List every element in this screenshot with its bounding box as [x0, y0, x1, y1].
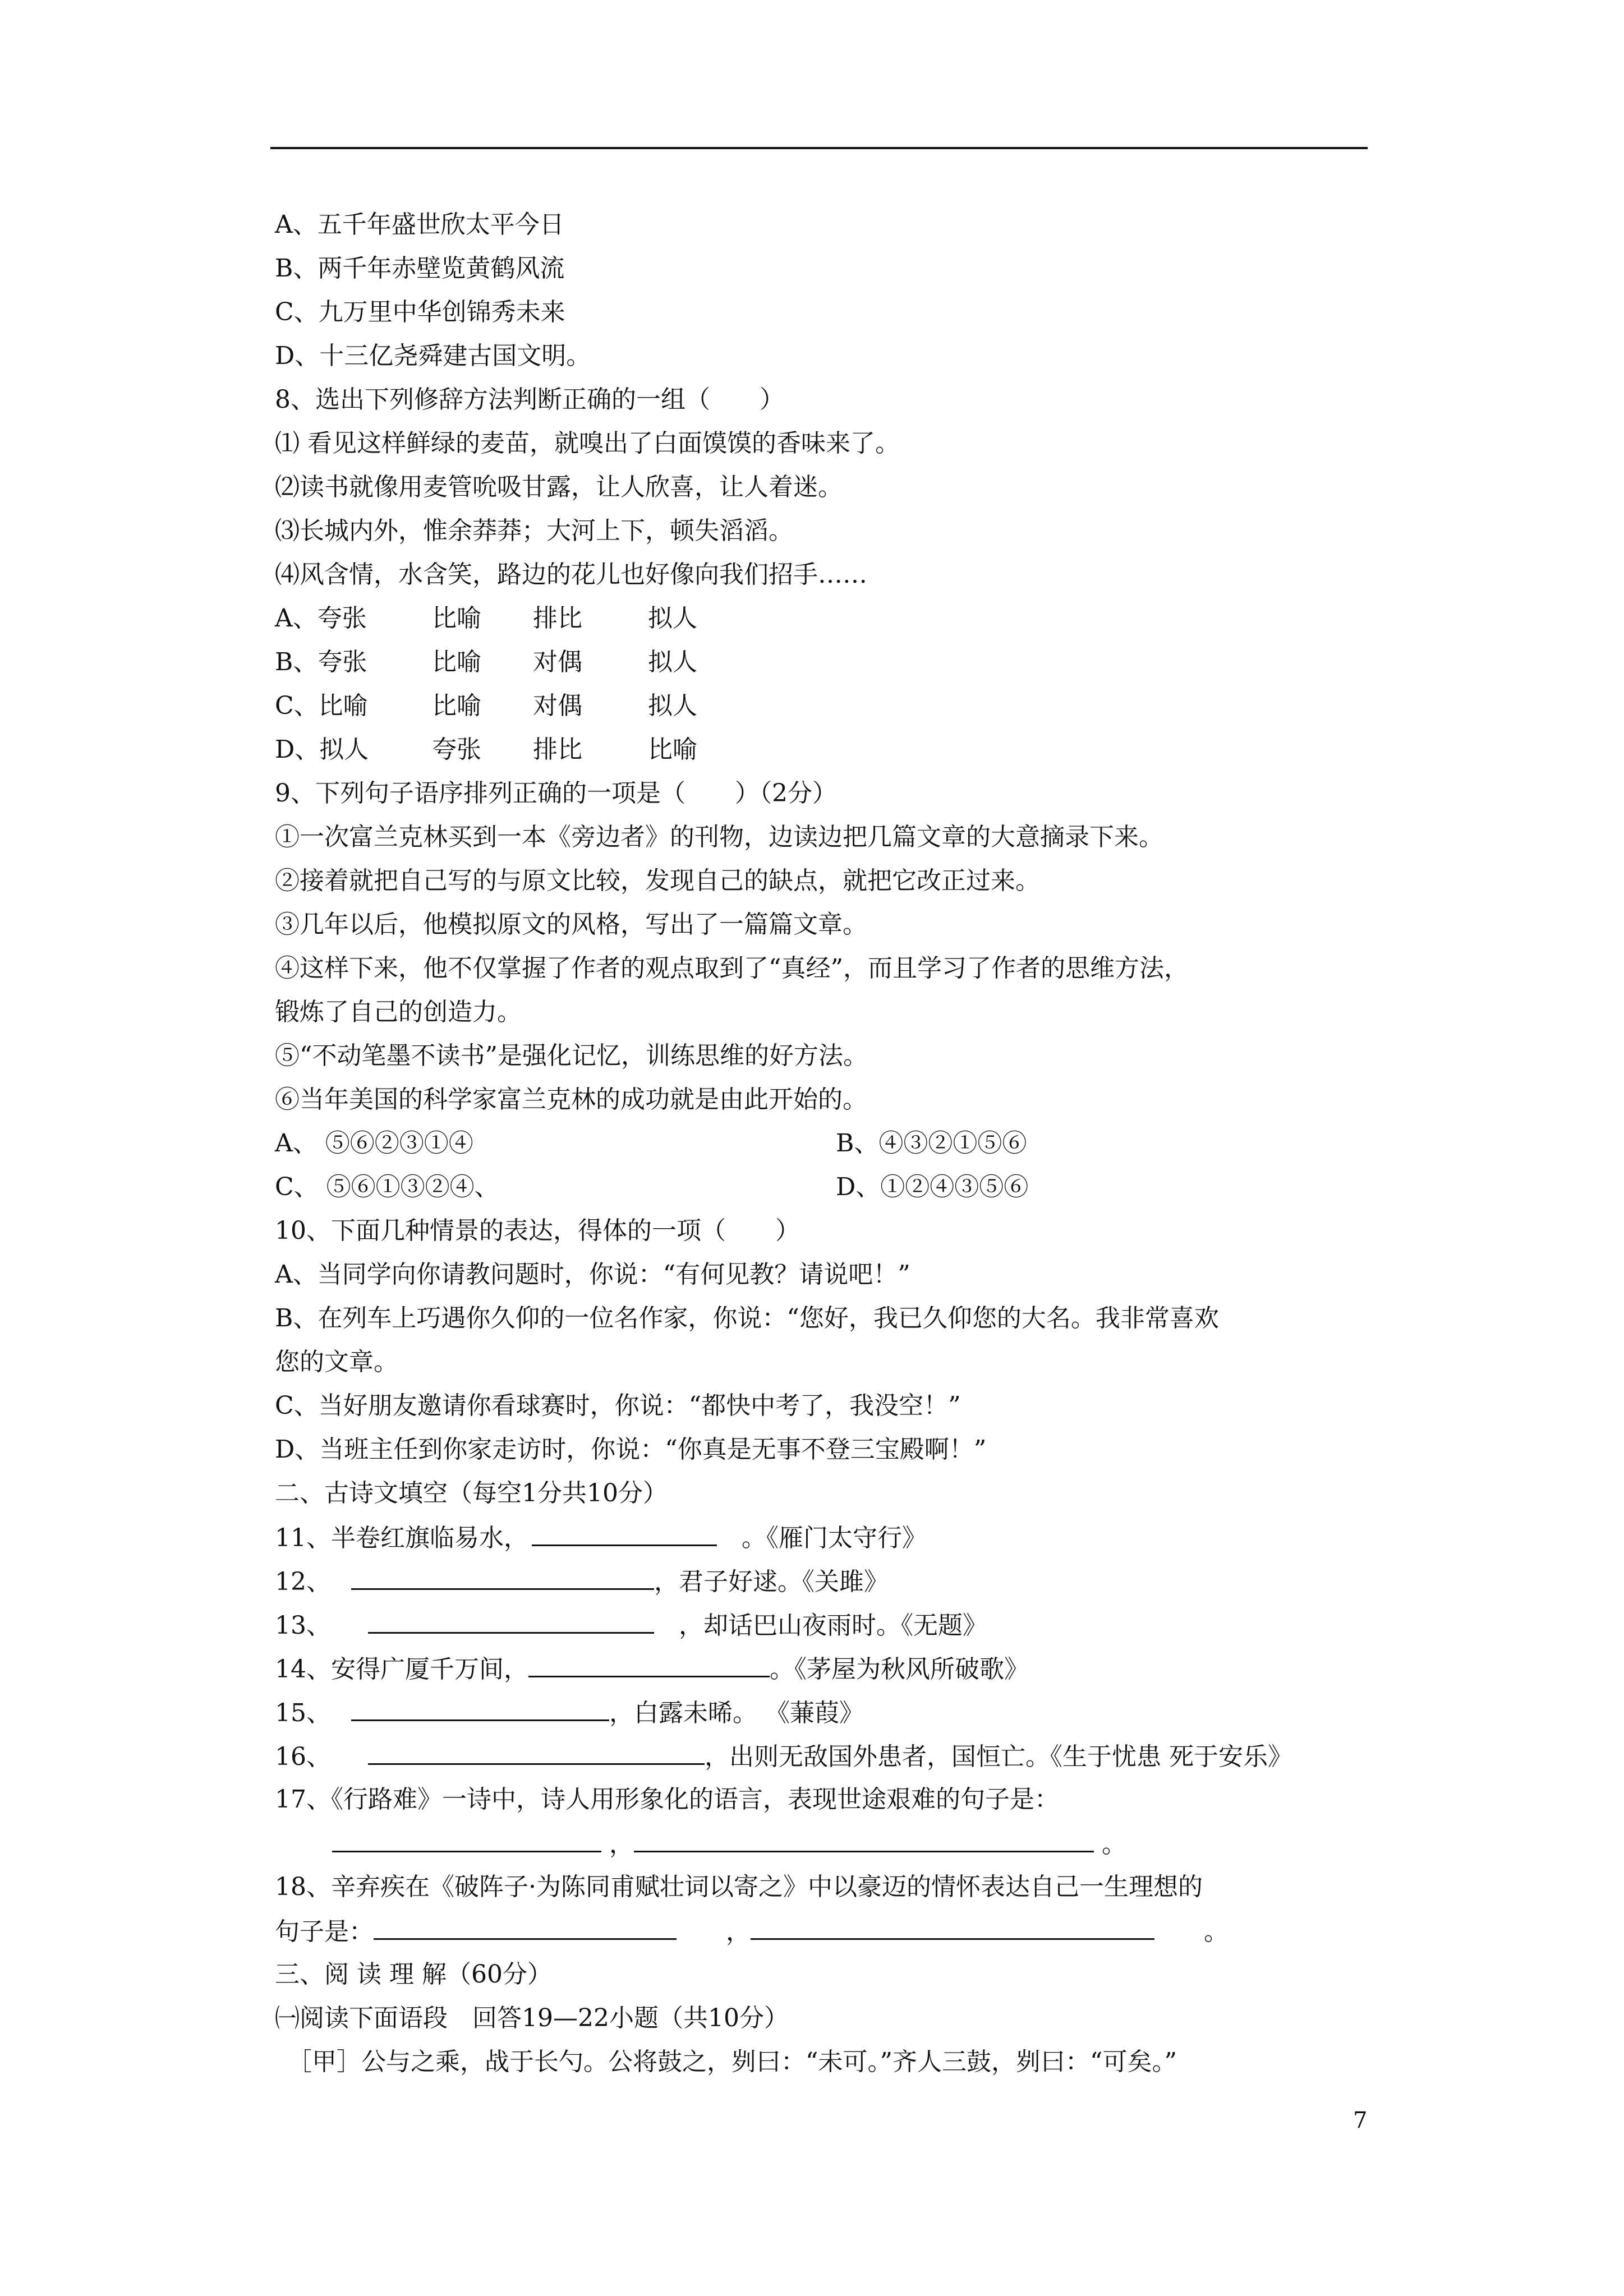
q12-text: ，君子好逑。《关雎》	[654, 1567, 889, 1596]
option-cell: C、比喻	[275, 691, 368, 720]
option-cell: 拟人	[648, 604, 697, 633]
question-8-stem: 8、选出下列修辞方法判断正确的一组（ ）	[275, 385, 784, 414]
question-14	[275, 1647, 1374, 1690]
q11-source: 。《雁门太守行》	[742, 1524, 927, 1552]
answer-blank[interactable]	[532, 1515, 717, 1546]
page-content	[275, 203, 1374, 2084]
q18-comma: ，	[726, 1917, 751, 1946]
question-item: B、在列车上巧遇你久仰的一位名作家，你说：“您好，我已久仰您的大名。我非常喜欢	[275, 1304, 1219, 1333]
q16-number: 16、	[275, 1742, 319, 1771]
q9-option-row	[275, 1165, 1374, 1209]
q13-number: 13、	[275, 1611, 319, 1640]
question-item: C、当好朋友邀请你看球赛时，你说：“都快中考了，我没空！”	[275, 1391, 961, 1420]
question-15	[275, 1690, 1374, 1734]
q14-text: 14、安得广厦千万间，	[275, 1655, 528, 1684]
section-3-title: 三、阅 读 理 解（60分）	[275, 1960, 552, 1989]
question-item: ⑤“不动笔墨不读书”是强化记忆，训练思维的好方法。	[275, 1041, 868, 1070]
q15-number: 15、	[275, 1699, 319, 1727]
reading-passage: ［甲］公与之乘，战于长勺。公将鼓之，刿曰：“未可。”齐人三鼓，刿曰：“可矣。”	[275, 2048, 1177, 2076]
question-11	[275, 1515, 1374, 1559]
option-cell: 对偶	[533, 691, 582, 720]
option-cell: 夸张	[432, 735, 481, 764]
q11-text: 11、半卷红旗临易水，	[275, 1524, 528, 1552]
answer-blank[interactable]	[751, 1909, 1154, 1940]
question-item: ⑶长城内外，惟余莽莽；大河上下，顿失滔滔。	[275, 517, 793, 545]
question-17-answer	[275, 1822, 1374, 1865]
question-item: ③几年以后，他模拟原文的风格，写出了一篇篇文章。	[275, 910, 867, 939]
answer-blank[interactable]	[528, 1647, 770, 1677]
option-line: B、两千年赤壁览黄鹤风流	[275, 254, 565, 283]
question-13	[275, 1603, 1374, 1647]
option-cell: 对偶	[533, 648, 582, 676]
header-rule	[270, 147, 1368, 149]
option-cell: 比喻	[432, 691, 481, 720]
answer-blank[interactable]	[332, 1822, 601, 1852]
section-2-title: 二、古诗文填空（每空1分共10分）	[275, 1479, 668, 1507]
q18-period: 。	[1204, 1917, 1229, 1946]
question-item: 锻炼了自己的创造力。	[275, 998, 522, 1026]
question-9-stem: 9、下列句子语序排列正确的一项是（ ）（2分）	[275, 779, 837, 808]
option-cell: 拟人	[648, 648, 697, 676]
question-12	[275, 1559, 1374, 1603]
q14-source: 。《茅屋为秋风所破歌》	[770, 1655, 1029, 1684]
option-cell: D、拟人	[275, 735, 369, 764]
question-18-stem: 18、辛弃疾在《破阵子·为陈同甫赋壮词以寄之》中以豪迈的情怀表达自己一生理想的	[275, 1873, 1203, 1901]
q13-text: ，却话巴山夜雨时。《无题》	[679, 1611, 987, 1640]
option-c: C、 ⑤⑥①③②④、	[275, 1173, 499, 1201]
question-item: ⑴ 看见这样鲜绿的麦苗，就嗅出了白面馍馍的香味来了。	[275, 429, 900, 458]
question-item: D、当班主任到你家走访时，你说：“你真是无事不登三宝殿啊！”	[275, 1435, 987, 1464]
question-18-answer	[275, 1909, 1374, 1953]
q8-option-row	[275, 684, 1374, 728]
q15-text: ，白露未晞。 《蒹葭》	[609, 1699, 864, 1727]
question-item: ①一次富兰克林买到一本《旁边者》的刊物，边读边把几篇文章的大意摘录下来。	[275, 823, 1163, 851]
option-cell: 比喻	[432, 648, 481, 676]
option-line: A、五千年盛世欣太平今日	[275, 210, 564, 239]
question-item: ⑷风含情，水含笑，路边的花儿也好像向我们招手……	[275, 560, 867, 589]
question-17-stem: 17、《行路难》一诗中，诗人用形象化的语言，表现世途艰难的句子是：	[275, 1785, 1059, 1814]
option-cell: 拟人	[648, 691, 697, 720]
question-item: ②接着就把自己写的与原文比较，发现自己的缺点，就把它改正过来。	[275, 866, 1040, 895]
q8-option-row	[275, 597, 1374, 640]
answer-blank[interactable]	[634, 1822, 1094, 1852]
question-item: A、当同学向你请教问题时，你说：“有何见教？请说吧！”	[275, 1260, 910, 1289]
question-item: ⑥当年美国的科学家富兰克林的成功就是由此开始的。	[275, 1085, 867, 1114]
q12-number: 12、	[275, 1567, 319, 1596]
q17-comma: ，	[609, 1830, 634, 1859]
option-cell: A、夸张	[275, 604, 367, 633]
question-16	[275, 1734, 1374, 1778]
q16-text: ，出则无敌国外患者，国恒亡。《生于忧患 死于安乐》	[705, 1742, 1292, 1771]
answer-blank[interactable]	[368, 1603, 654, 1634]
answer-blank[interactable]	[374, 1909, 677, 1940]
q9-option-row	[275, 1122, 1374, 1165]
option-d: D、①②④③⑤⑥	[836, 1173, 1029, 1201]
option-cell: 比喻	[432, 604, 481, 633]
answer-blank[interactable]	[351, 1690, 609, 1721]
q8-option-row	[275, 728, 1374, 772]
question-item: ④这样下来，他不仅掌握了作者的观点取到了“真经”，而且学习了作者的思维方法，	[275, 954, 1189, 983]
option-cell: 排比	[533, 604, 582, 633]
option-a: A、 ⑤⑥②③①④	[275, 1129, 473, 1158]
q8-option-row	[275, 640, 1374, 684]
option-line: C、九万里中华创锦秀未来	[275, 298, 565, 326]
option-line: D、十三亿尧舜建古国文明。	[275, 342, 591, 370]
question-10-stem: 10、下面几种情景的表达，得体的一项（ ）	[275, 1216, 800, 1245]
q17-period: 。	[1102, 1830, 1126, 1859]
answer-blank[interactable]	[368, 1734, 705, 1765]
option-cell: 排比	[533, 735, 582, 764]
q18-lead: 句子是：	[275, 1917, 374, 1946]
question-item: 您的文章。	[275, 1348, 398, 1376]
option-cell: B、夸张	[275, 648, 367, 676]
reading-part-1-title: ㈠阅读下面语段 回答19—22小题（共10分）	[275, 2004, 789, 2032]
option-cell: 比喻	[648, 735, 697, 764]
page-number: 7	[1353, 2108, 1368, 2133]
question-item: ⑵读书就像用麦管吮吸甘露，让人欣喜，让人着迷。	[275, 473, 843, 501]
answer-blank[interactable]	[351, 1559, 654, 1590]
option-b: B、④③②①⑤⑥	[836, 1129, 1027, 1158]
